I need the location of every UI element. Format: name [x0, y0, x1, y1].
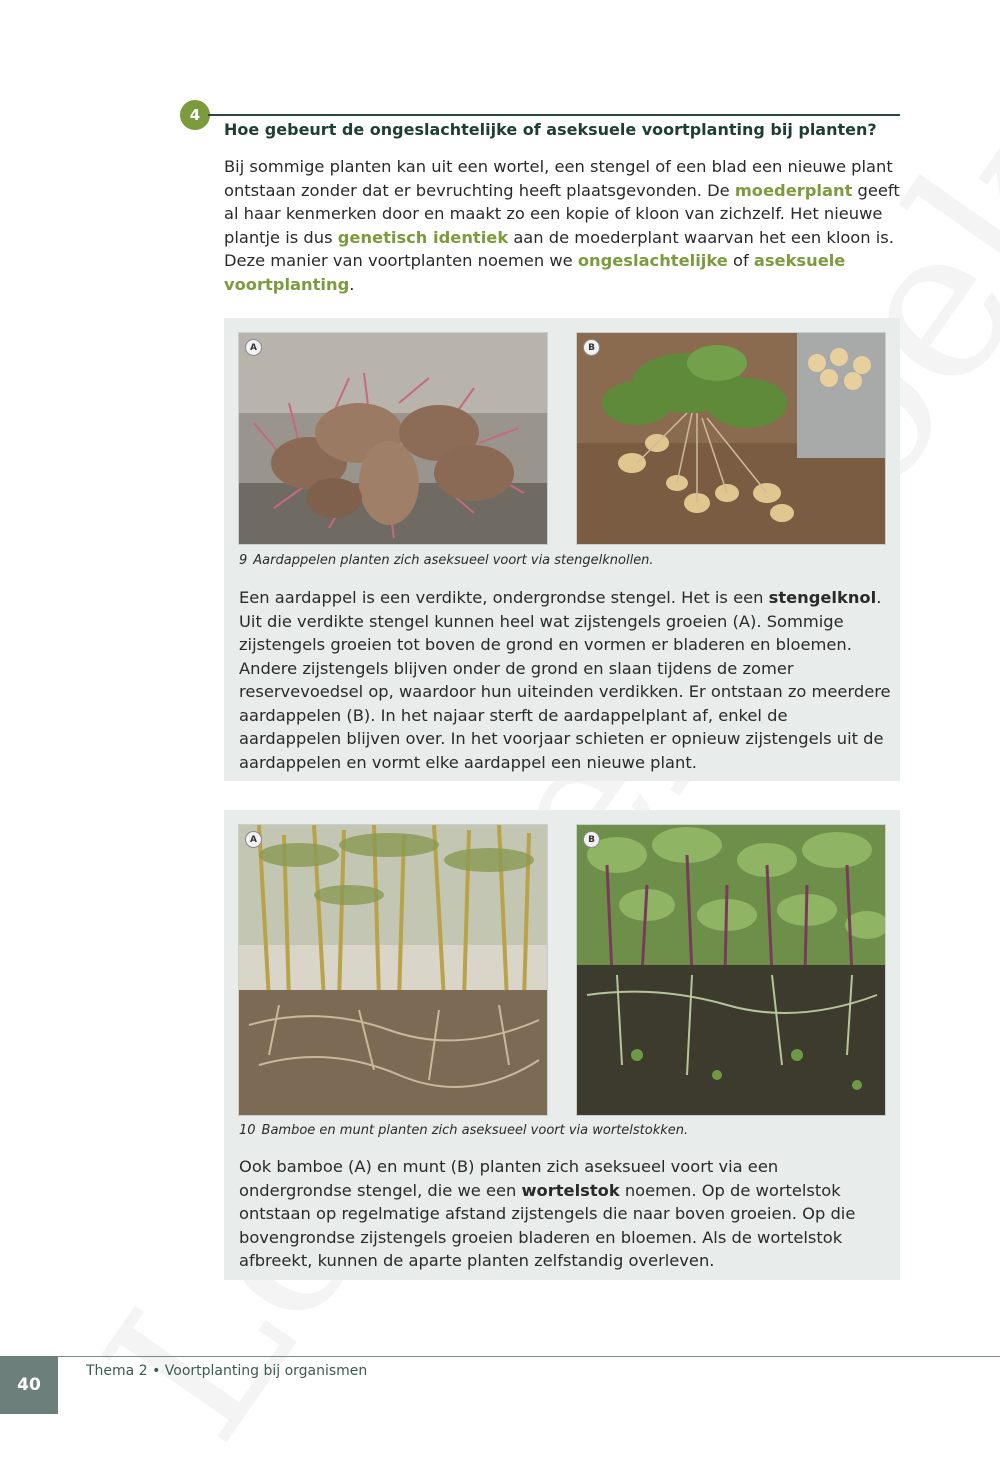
- figure-10-panel: [224, 810, 900, 1280]
- mint-rhizome-photo: [576, 824, 886, 1116]
- photo-label-a: A: [245, 339, 262, 356]
- bamboo-rhizome-photo: [238, 824, 548, 1116]
- figure-10-caption: 10 Bamboe en munt planten zich aseksueel voort via wortelstokken.: [239, 1123, 689, 1138]
- footer-rule: [58, 1356, 1000, 1357]
- term-ongeslachtelijke: ongeslachtelijke: [577, 251, 728, 270]
- term-genetisch-identiek: genetisch identiek: [337, 227, 509, 247]
- term-stengelknol: stengelknol: [768, 588, 877, 607]
- photo-label-b: B: [583, 339, 600, 356]
- term-moederplant: moederplant: [734, 180, 853, 200]
- term-wortelstok: wortelstok: [521, 1180, 620, 1200]
- term-aseksuele-voortplanting: aseksuele voortplanting: [224, 251, 846, 294]
- heading-rule: [208, 114, 900, 116]
- photo-label-b-2: B: [583, 831, 600, 848]
- figure-10-number: 10: [239, 1123, 256, 1138]
- page-number: 40: [0, 1356, 58, 1414]
- footer-chapter-title: Thema 2 • Voortplanting bij organismen: [86, 1363, 368, 1379]
- figure-9-number: 9: [239, 553, 248, 568]
- figure-9-panel: [224, 318, 900, 781]
- potato-sprouts-photo: [238, 332, 548, 545]
- photo-label-a-2: A: [245, 831, 262, 848]
- figure-9-text: Een aardappel is een verdikte, ondergrondse stengel. Het is een stengelknol. Uit die verdikte stengel kunnen heel wat zijstengels groeien (A). Sommige zijstengels groeien tot boven de grond en vormen er bladeren en bloemen. Andere zijstengels blijven onder de grond en slaan tijdens de zomer reservevoedsel op, waardoor hun uiteinden verdikken. Er ontstaan zo meerdere aardappelen (B). In het najaar sterft de aardappelplant af, enkel de aardappelen blijven over. In het voorjaar schieten er opnieuw zijstengels uit de aardappelen en vormt elke aardappel een nieuwe plant.: [239, 588, 891, 772]
- figure-9-caption: 9 Aardappelen planten zich aseksueel voort via stengelknollen.: [239, 553, 654, 568]
- figure-10-text: Ook bamboe (A) en munt (B) planten zich aseksueel voort via een ondergrondse stengel, die we een wortelstok noemen. Op de wortelstok ontstaan op regelmatige afstand zijstengels die naar boven groeien. Op die bovengrondse zijstengels groeien bladeren en bloemen. Als de wortelstok afbreekt, kunnen de aparte planten zelfstandig overleven.: [239, 1157, 856, 1270]
- section-header: [180, 100, 900, 140]
- section-heading: Hoe gebeurt de ongeslachtelijke of aseksuele voortplanting bij planten?: [224, 120, 877, 139]
- intro-paragraph: Bij sommige planten kan uit een wortel, een stengel of een blad een nieuwe plant ontstaan zonder dat er bevruchting heeft plaatsgevonden. De moederplant geeft al haar kenmerken door en maakt zo een kopie of kloon van zichzelf. Het nieuwe plantje is dus genetisch identiek aan de moederplant waarvan het een kloon is. Deze manier van voortplanten noemen we ongeslachtelijke of aseksuele voortplanting.: [224, 157, 900, 294]
- section-number-badge: 4: [180, 100, 210, 130]
- potato-harvest-photo: [576, 332, 886, 545]
